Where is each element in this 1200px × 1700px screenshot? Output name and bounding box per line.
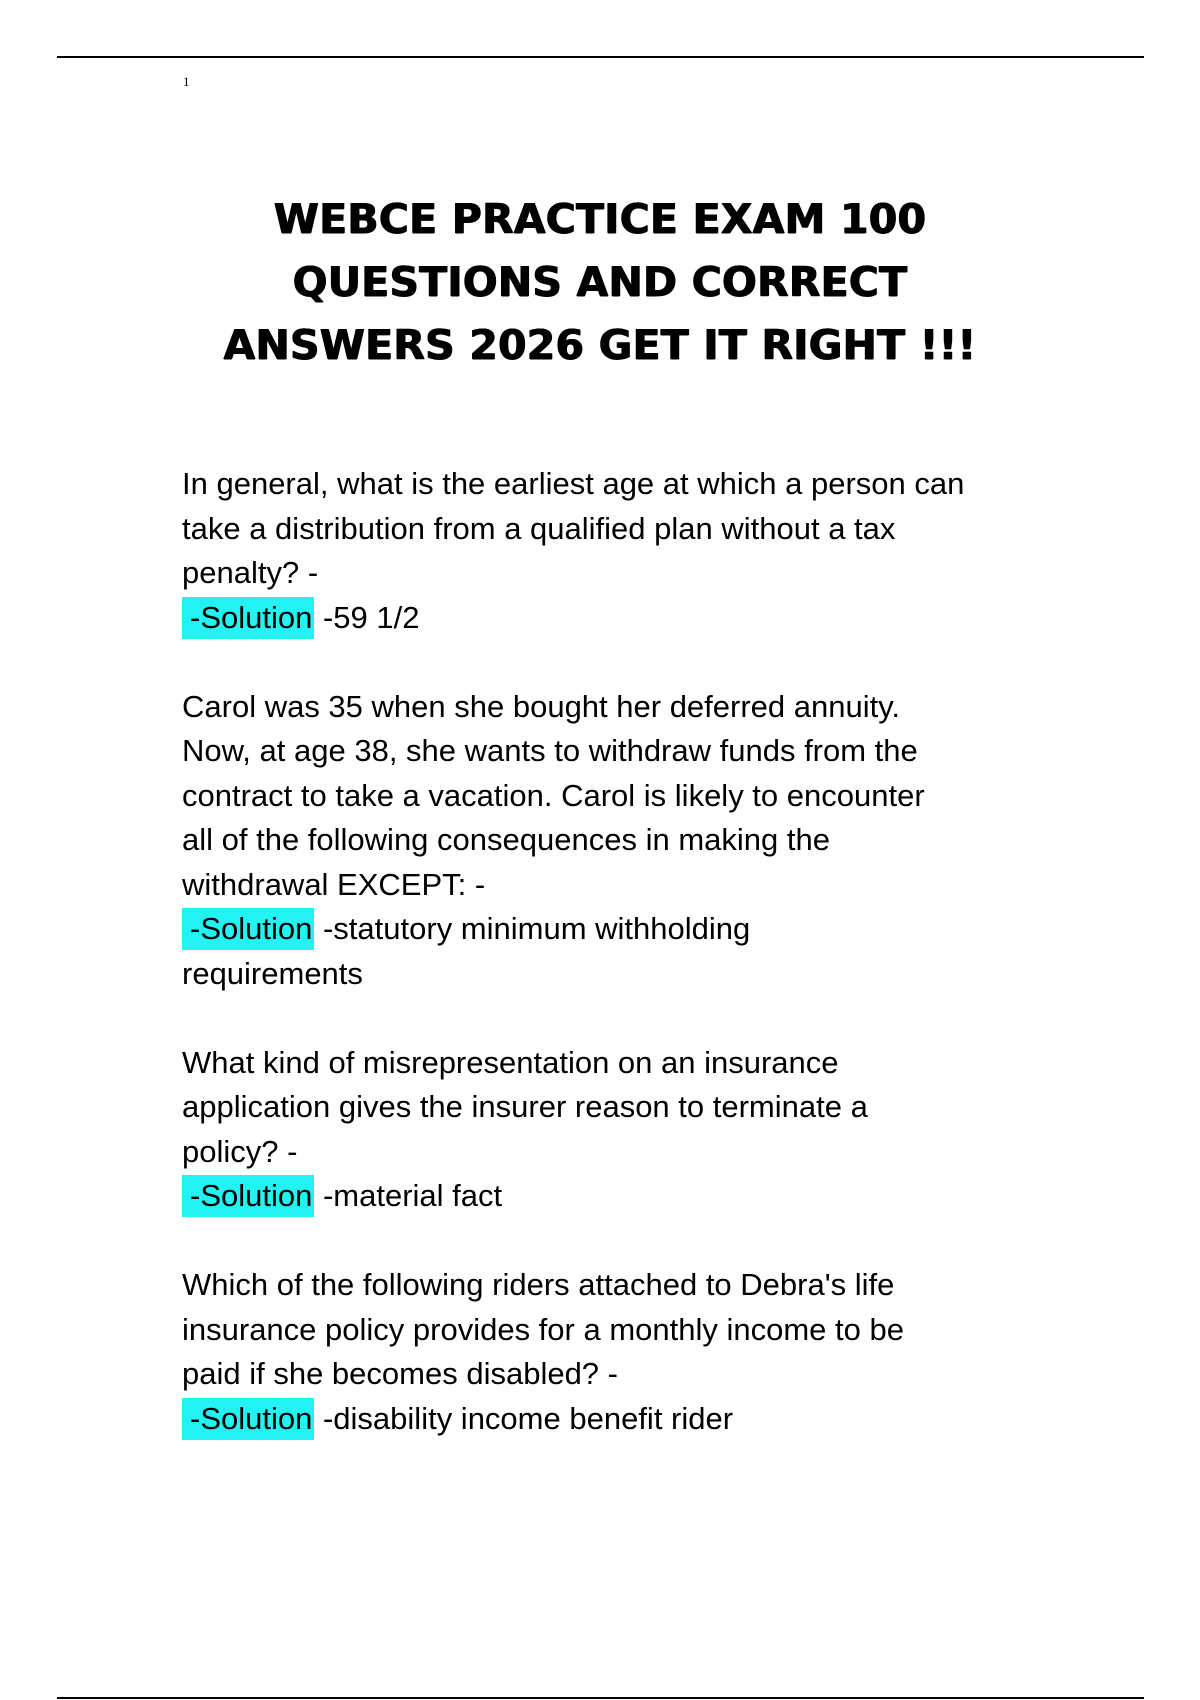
solution-label: -Solution — [182, 1398, 314, 1440]
question-line: withdrawal EXCEPT: - — [182, 866, 486, 902]
question-list — [182, 462, 1042, 1486]
question-line: policy? - — [182, 1133, 298, 1169]
solution-label: -Solution — [182, 597, 314, 639]
answer-line — [182, 1397, 1042, 1442]
question-line: Now, at age 38, she wants to withdraw funds from the — [182, 733, 918, 768]
solution-label: -Solution — [182, 908, 314, 950]
question-line: insurance policy provides for a monthly income to be — [182, 1311, 904, 1347]
question-line: paid if she becomes disabled? - — [182, 1356, 618, 1391]
answer-line — [182, 596, 1042, 641]
answer-text: -59 1/2 — [322, 599, 420, 635]
question-item — [182, 1263, 1042, 1441]
page-number: 1 — [183, 74, 190, 89]
question-line: What kind of misrepresentation on an insurance — [182, 1044, 839, 1080]
question-item — [182, 685, 1042, 997]
question-line: application gives the insurer reason to terminate a — [182, 1089, 868, 1124]
question-line: penalty? - — [182, 555, 319, 590]
question-line: all of the following consequences in making the — [182, 822, 830, 857]
question-line: Carol was 35 when she bought her deferred annuity. — [182, 688, 901, 724]
answer-line — [182, 907, 1042, 952]
title-line: ANSWERS 2026 GET IT RIGHT !!! — [223, 321, 977, 369]
footer-rule — [57, 1697, 1144, 1699]
answer-text: -disability income benefit rider — [322, 1400, 734, 1436]
header-rule — [57, 56, 1144, 58]
document-title — [150, 188, 1050, 377]
question-line: contract to take a vacation. Carol is likely to encounter — [182, 777, 925, 813]
solution-label: -Solution — [182, 1175, 314, 1217]
question-line: Which of the following riders attached to Debra's life — [182, 1267, 895, 1302]
question-item — [182, 1041, 1042, 1219]
answer-line — [182, 1174, 1042, 1219]
question-line: In general, what is the earliest age at which a person can — [182, 466, 965, 501]
answer-text: -statutory minimum withholding — [322, 911, 751, 946]
title-line: WEBCE PRACTICE EXAM 100 — [273, 195, 927, 243]
question-line: take a distribution from a qualified plan without a tax — [182, 510, 896, 546]
title-line: QUESTIONS AND CORRECT — [292, 258, 908, 306]
answer-text: -material fact — [322, 1178, 503, 1213]
question-item — [182, 462, 1042, 640]
answer-text-continued: requirements — [182, 955, 363, 991]
